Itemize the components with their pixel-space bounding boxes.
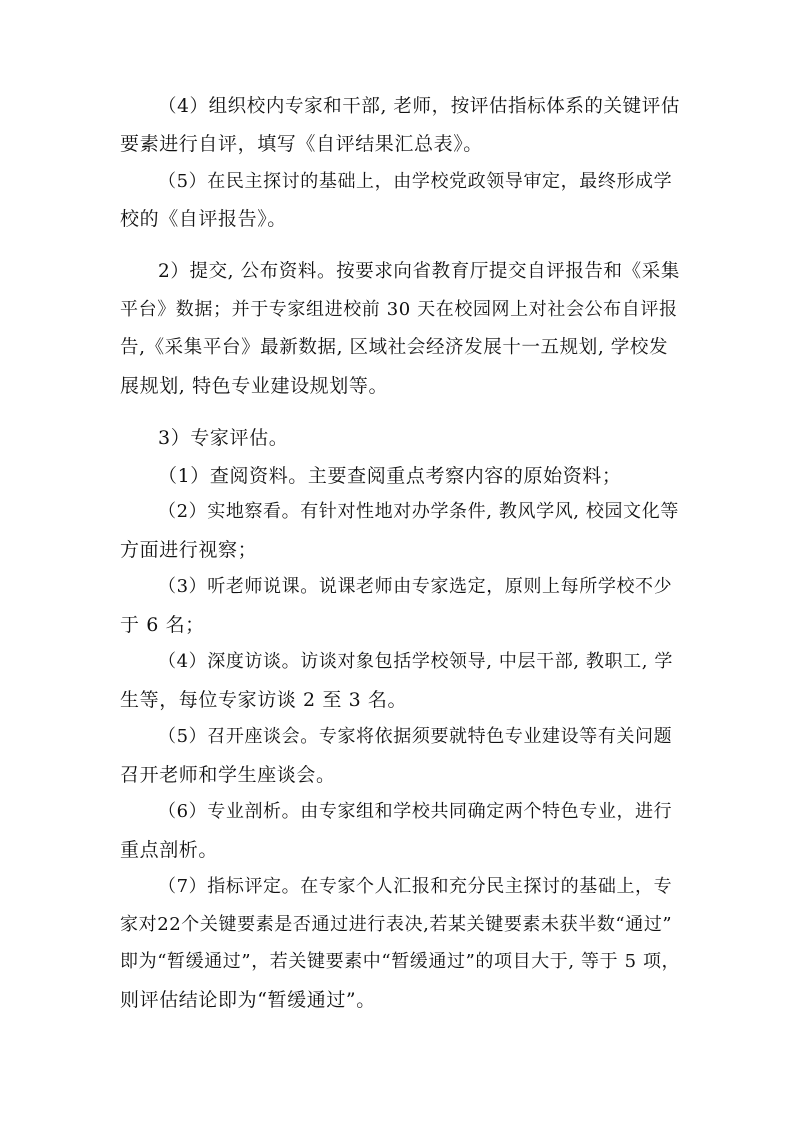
text-line: 重点剖析。 [120, 839, 219, 861]
text-line: （4）组织校内专家和干部, 老师，按评估指标体系的关键评估 [158, 96, 680, 117]
text-line: 则评估结论即为“暂缓通过”。 [120, 989, 376, 1011]
text-line: 生等，每位专家访谈 2 至 3 名。 [120, 689, 408, 711]
text-line: 召开老师和学生座谈会。 [120, 764, 336, 786]
text-line: 于 6 名； [120, 614, 205, 636]
text-line: 展规划, 特色专业建设规划等。 [120, 375, 389, 397]
text-line: （3）听老师说课。说课老师由专家选定，原则上每所学校不少 [158, 576, 673, 597]
text-line: （1）查阅资料。主要查阅重点考察内容的原始资料； [158, 465, 622, 487]
text-line: 校的《自评报告》。 [120, 208, 287, 230]
text-line: （5）在民主探讨的基础上，由学校党政领导审定，最终形成学 [158, 171, 673, 192]
text-line: 告,《采集平台》最新数据, 区域社会经济发展十一五规划, 学校发 [120, 337, 669, 358]
text-line: （7）指标评定。在专家个人汇报和充分民主探讨的基础上，专 [158, 876, 673, 897]
text-line: （2）实地察看。有针对性地对办学条件, 教风学风, 校园文化等 [158, 501, 679, 522]
text-line: 3）专家评估。 [158, 427, 289, 449]
text-line: （4）深度访谈。访谈对象包括学校领导, 中层干部, 教职工, 学 [158, 651, 673, 672]
text-line: 即为“暂缓通过”，若关键要素中“暂缓通过”的项目大于, 等于 5 项， [120, 951, 681, 972]
text-line: （5）召开座谈会。专家将依据须要就特色专业建设等有关问题 [158, 726, 673, 747]
text-line: 平台》数据；并于专家组进校前 30 天在校园网上对社会公布自评报 [120, 299, 678, 320]
text-line: 方面进行视察； [120, 539, 258, 561]
text-line: 家对22个关键要素是否通过进行表决,若某关键要素未获半数“通过” [120, 914, 673, 935]
text-line: 要素进行自评，填写《自评结果汇总表》。 [120, 133, 483, 155]
text-line: （6）专业剖析。由专家组和学校共同确定两个特色专业，进行 [158, 801, 673, 822]
text-line: 2）提交, 公布资料。按要求向省教育厅提交自评报告和《采集 [158, 261, 680, 282]
